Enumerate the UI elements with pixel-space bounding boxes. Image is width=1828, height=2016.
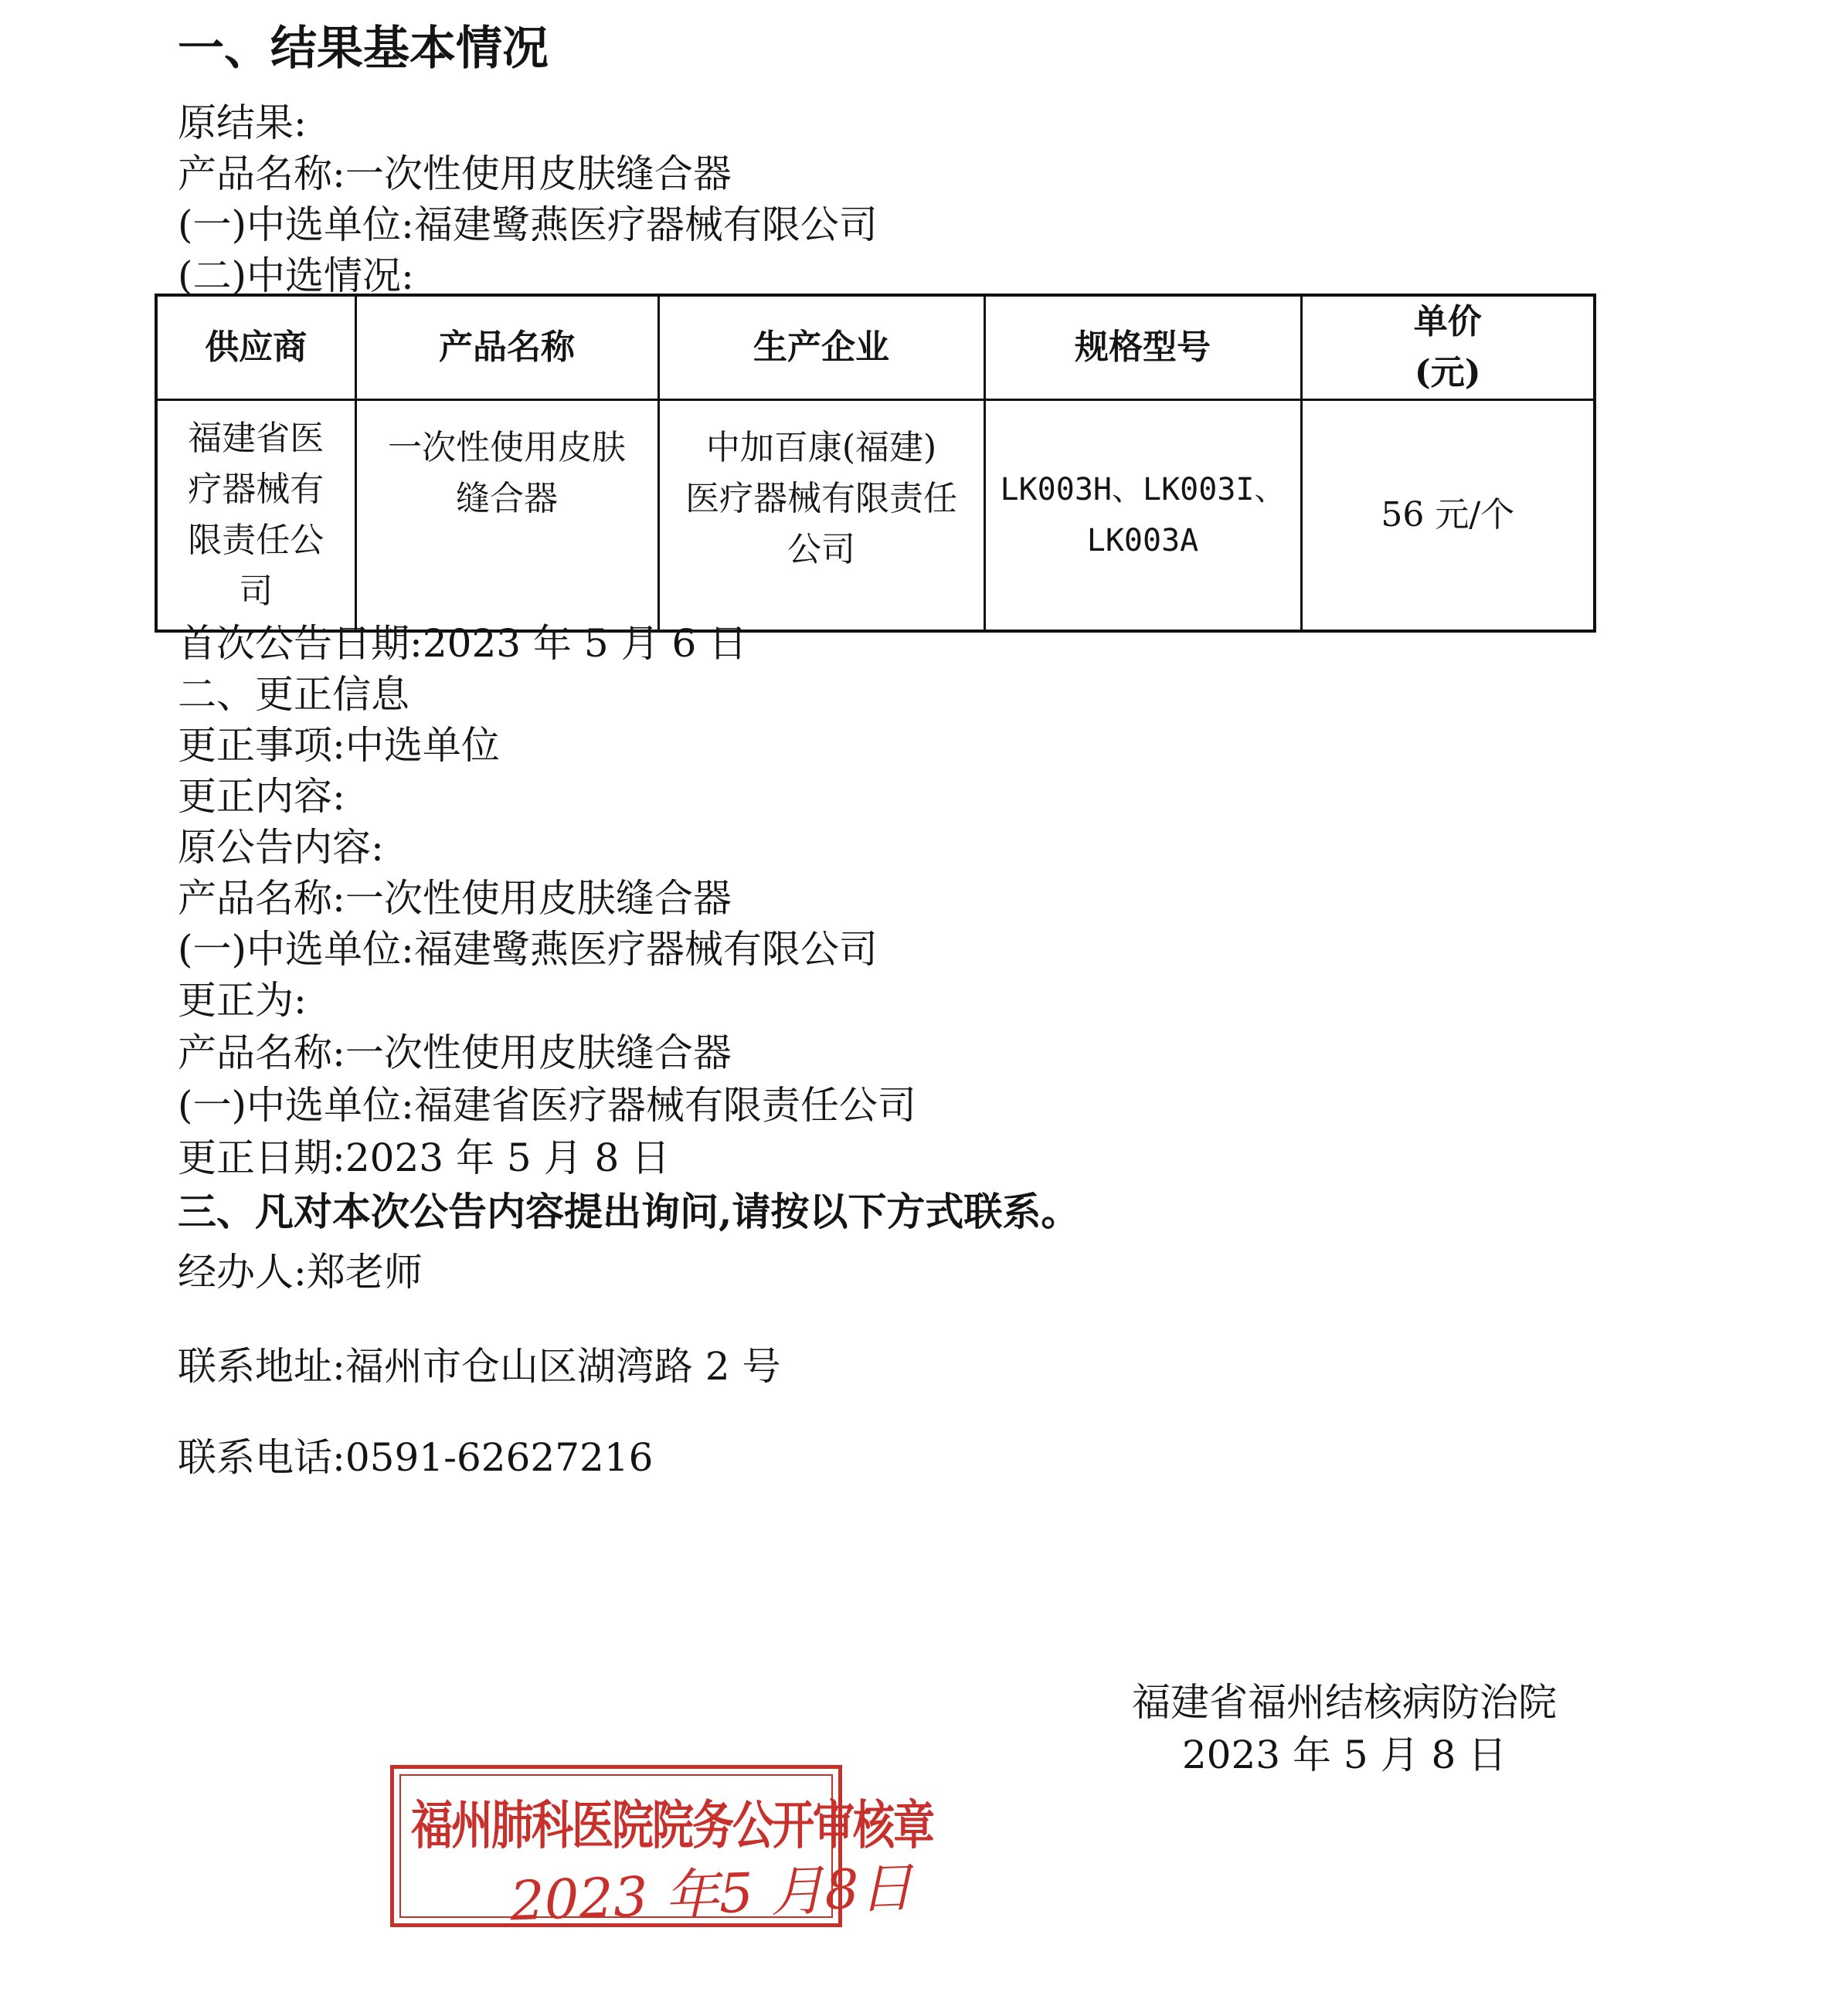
cell-spec: LK003H、LK003I、 LK003A (984, 400, 1301, 632)
header-manufacturer: 生产企业 (658, 295, 984, 400)
review-seal-stamp (390, 1765, 933, 1933)
cell-supplier: 福建省医 疗器械有 限责任公 司 (156, 400, 355, 632)
first-announce-date: 首次公告日期:2023 年 5 月 6 日 (178, 621, 748, 666)
corrected-winner: (一)中选单位:福建省医疗器械有限责任公司 (178, 1083, 916, 1128)
correction-date: 更正日期:2023 年 5 月 8 日 (178, 1135, 671, 1180)
correction-item: 更正事项:中选单位 (178, 723, 500, 768)
table-header-row (156, 295, 1595, 400)
original-notice-winner: (一)中选单位:福建鹭燕医疗器械有限公司 (178, 927, 878, 972)
table-row (156, 400, 1595, 632)
header-supplier: 供应商 (156, 295, 355, 400)
contact-heading: 三、凡对本次公告内容提出询问,请按以下方式联系。 (178, 1189, 1080, 1234)
result-heading: 一、结果基本情况 (178, 22, 549, 76)
original-product-line: 产品名称:一次性使用皮肤缝合器 (178, 151, 732, 196)
correction-heading: 二、更正信息 (178, 672, 409, 717)
seal-handwritten-date: 2023 年5 月8日 (508, 1855, 915, 1933)
correction-content-label: 更正内容: (178, 774, 345, 819)
original-notice-product: 产品名称:一次性使用皮肤缝合器 (178, 876, 732, 921)
signature-date: 2023 年 5 月 8 日 (1181, 1733, 1507, 1777)
header-spec: 规格型号 (984, 295, 1301, 400)
cell-product: 一次性使用皮肤 缝合器 (355, 400, 658, 632)
cell-price: 56 元/个 (1301, 400, 1595, 632)
selection-label: (二)中选情况: (178, 253, 414, 298)
corrected-product: 产品名称:一次性使用皮肤缝合器 (178, 1030, 732, 1075)
seal-text: 福州肺科医院院务公开审核章 (411, 1794, 933, 1856)
signature-org: 福建省福州结核病防治院 (1132, 1680, 1557, 1725)
contact-agent: 经办人:郑老师 (178, 1250, 423, 1295)
contact-address: 联系地址:福州市仓山区湖湾路 2 号 (178, 1344, 781, 1389)
header-price: 单价 (元) (1301, 295, 1595, 400)
cell-manufacturer: 中加百康(福建) 医疗器械有限责任 公司 (658, 400, 984, 632)
original-result-label: 原结果: (178, 100, 307, 145)
original-notice-label: 原公告内容: (178, 825, 384, 870)
header-product: 产品名称 (355, 295, 658, 400)
original-winner-line: (一)中选单位:福建鹭燕医疗器械有限公司 (178, 202, 878, 247)
corrected-label: 更正为: (178, 978, 307, 1023)
contact-phone: 联系电话:0591-62627216 (178, 1435, 654, 1480)
selection-table (155, 294, 1596, 633)
